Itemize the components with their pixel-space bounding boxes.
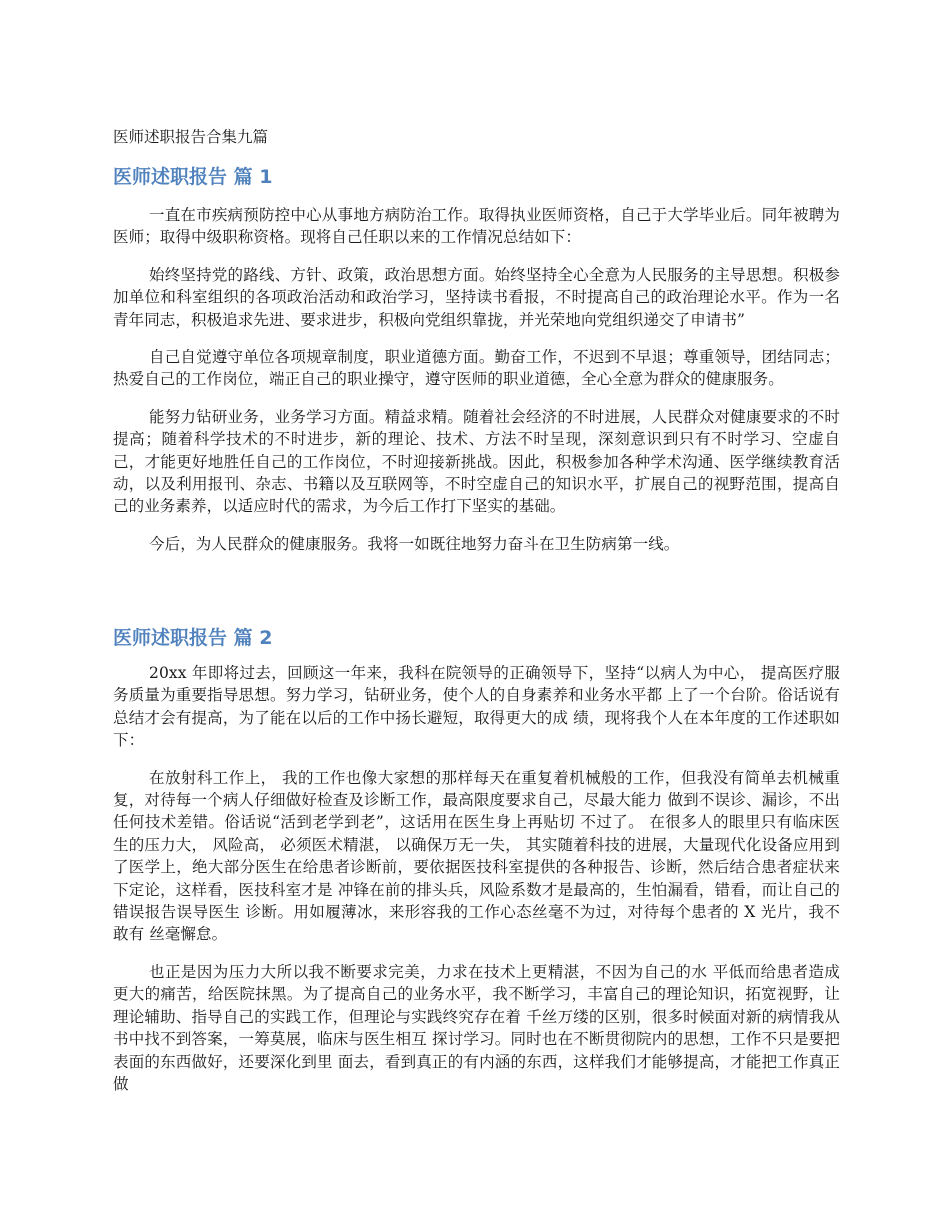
document-title: 医师述职报告合集九篇 xyxy=(113,128,269,146)
paragraph: 也正是因为压力大所以我不断要求完美，力求在技术上更精湛，不因为自己的水 平低而给患者造成更大的痛苦，给医院抹黑。为了提高自己的业务水平，我不断学习，丰富自己的理论知识，拓宽视野，让理论辅助、指导自己的实践工作，但理论与实践终究存在着 千丝万缕的区别，很多时候面对新的病情我从书中找不到答案，一筹莫展，临床与医生相互 探讨学习。同时也在不断贯彻院内的思想，工作不只是要把表面的东西做好，还要深化到里 面去，看到真正的有内涵的东西，这样我们才能够提高，才能把工作真正做 xyxy=(113,962,840,1093)
section-heading-1: 医师述职报告 篇 1 xyxy=(113,166,273,188)
section-1-body xyxy=(113,204,840,570)
paragraph: 在放射科工作上， 我的工作也像大家想的那样每天在重复着机械般的工作，但我没有简单去机械重复，对待每一个病人仔细做好检查及诊断工作，最高限度要求自己，尽最大能力 做到不误诊、漏诊，不出任何技术差错。俗话说“活到老学到老”，这话用在医生身上再贴切 不过了。 在很多人的眼里只有临床医生的压力大， 风险高， 必须医术精湛， 以确保万无一失， 其实随着科技的进展，大量现代化设备应用到了医学上，绝大部分医生在给患者诊断前，要依据医技科室提供的各种报告、诊断，然后结合患者症状来下定论，这样看，医技科室才是 冲锋在前的排头兵，风险系数才是最高的，生怕漏看，错看，而让自己的错误报告误导医生 诊断。用如履薄冰，来形容我的工作心态丝毫不为过，对待每个患者的 X 光片，我不敢有 丝毫懈怠。 xyxy=(113,768,840,944)
section-2-body xyxy=(113,662,840,1110)
paragraph: 今后，为人民群众的健康服务。我将一如既往地努力奋斗在卫生防病第一线。 xyxy=(149,534,680,553)
paragraph: 自己自觉遵守单位各项规章制度，职业道德方面。勤奋工作，不迟到不早退；尊重领导，团结同志；热爱自己的工作岗位，端正自己的职业操守，遵守医师的职业道德，全心全意为群众的健康服务。 xyxy=(113,348,840,389)
paragraph: 能努力钻研业务，业务学习方面。精益求精。随着社会经济的不时进展，人民群众对健康要求的不时提高；随着科学技术的不时进步，新的理论、技术、方法不时呈现，深刻意识到只有不时学习、空虚自己，才能更好地胜任自己的工作岗位，不时迎接新挑战。因此，积极参加各种学术沟通、医学继续教育活动，以及利用报刊、杂志、书籍以及互联网等，不时空虚自己的知识水平，扩展自己的视野范围，提高自己的业务素养，以适应时代的需求，为今后工作打下坚实的基础。 xyxy=(113,407,840,516)
paragraph: 一直在市疾病预防控中心从事地方病防治工作。取得执业医师资格，自己于大学毕业后。同年被聘为医师；取得中级职称资格。现将自己任职以来的工作情况总结如下： xyxy=(113,206,840,247)
section-heading-2: 医师述职报告 篇 2 xyxy=(113,627,273,649)
paragraph: 20xx 年即将过去，回顾这一年来，我科在院领导的正确领导下，坚持“以病人为中心， 提高医疗服务质量为重要指导思想。努力学习，钻研业务，使个人的自身素养和业务水平都 上了一个台阶。俗话说有总结才会有提高，为了能在以后的工作中扬长避短，取得更大的成 绩，现将我个人在本年度的工作述职如下： xyxy=(113,664,840,750)
paragraph: 始终坚持党的路线、方针、政策，政治思想方面。始终坚持全心全意为人民服务的主导思想。积极参加单位和科室组织的各项政治活动和政治学习，坚持读书看报，不时提高自己的政治理论水平。作为一名青年同志，积极追求先进、要求进步，积极向党组织靠拢，并光荣地向党组织递交了申请书” xyxy=(113,265,840,329)
